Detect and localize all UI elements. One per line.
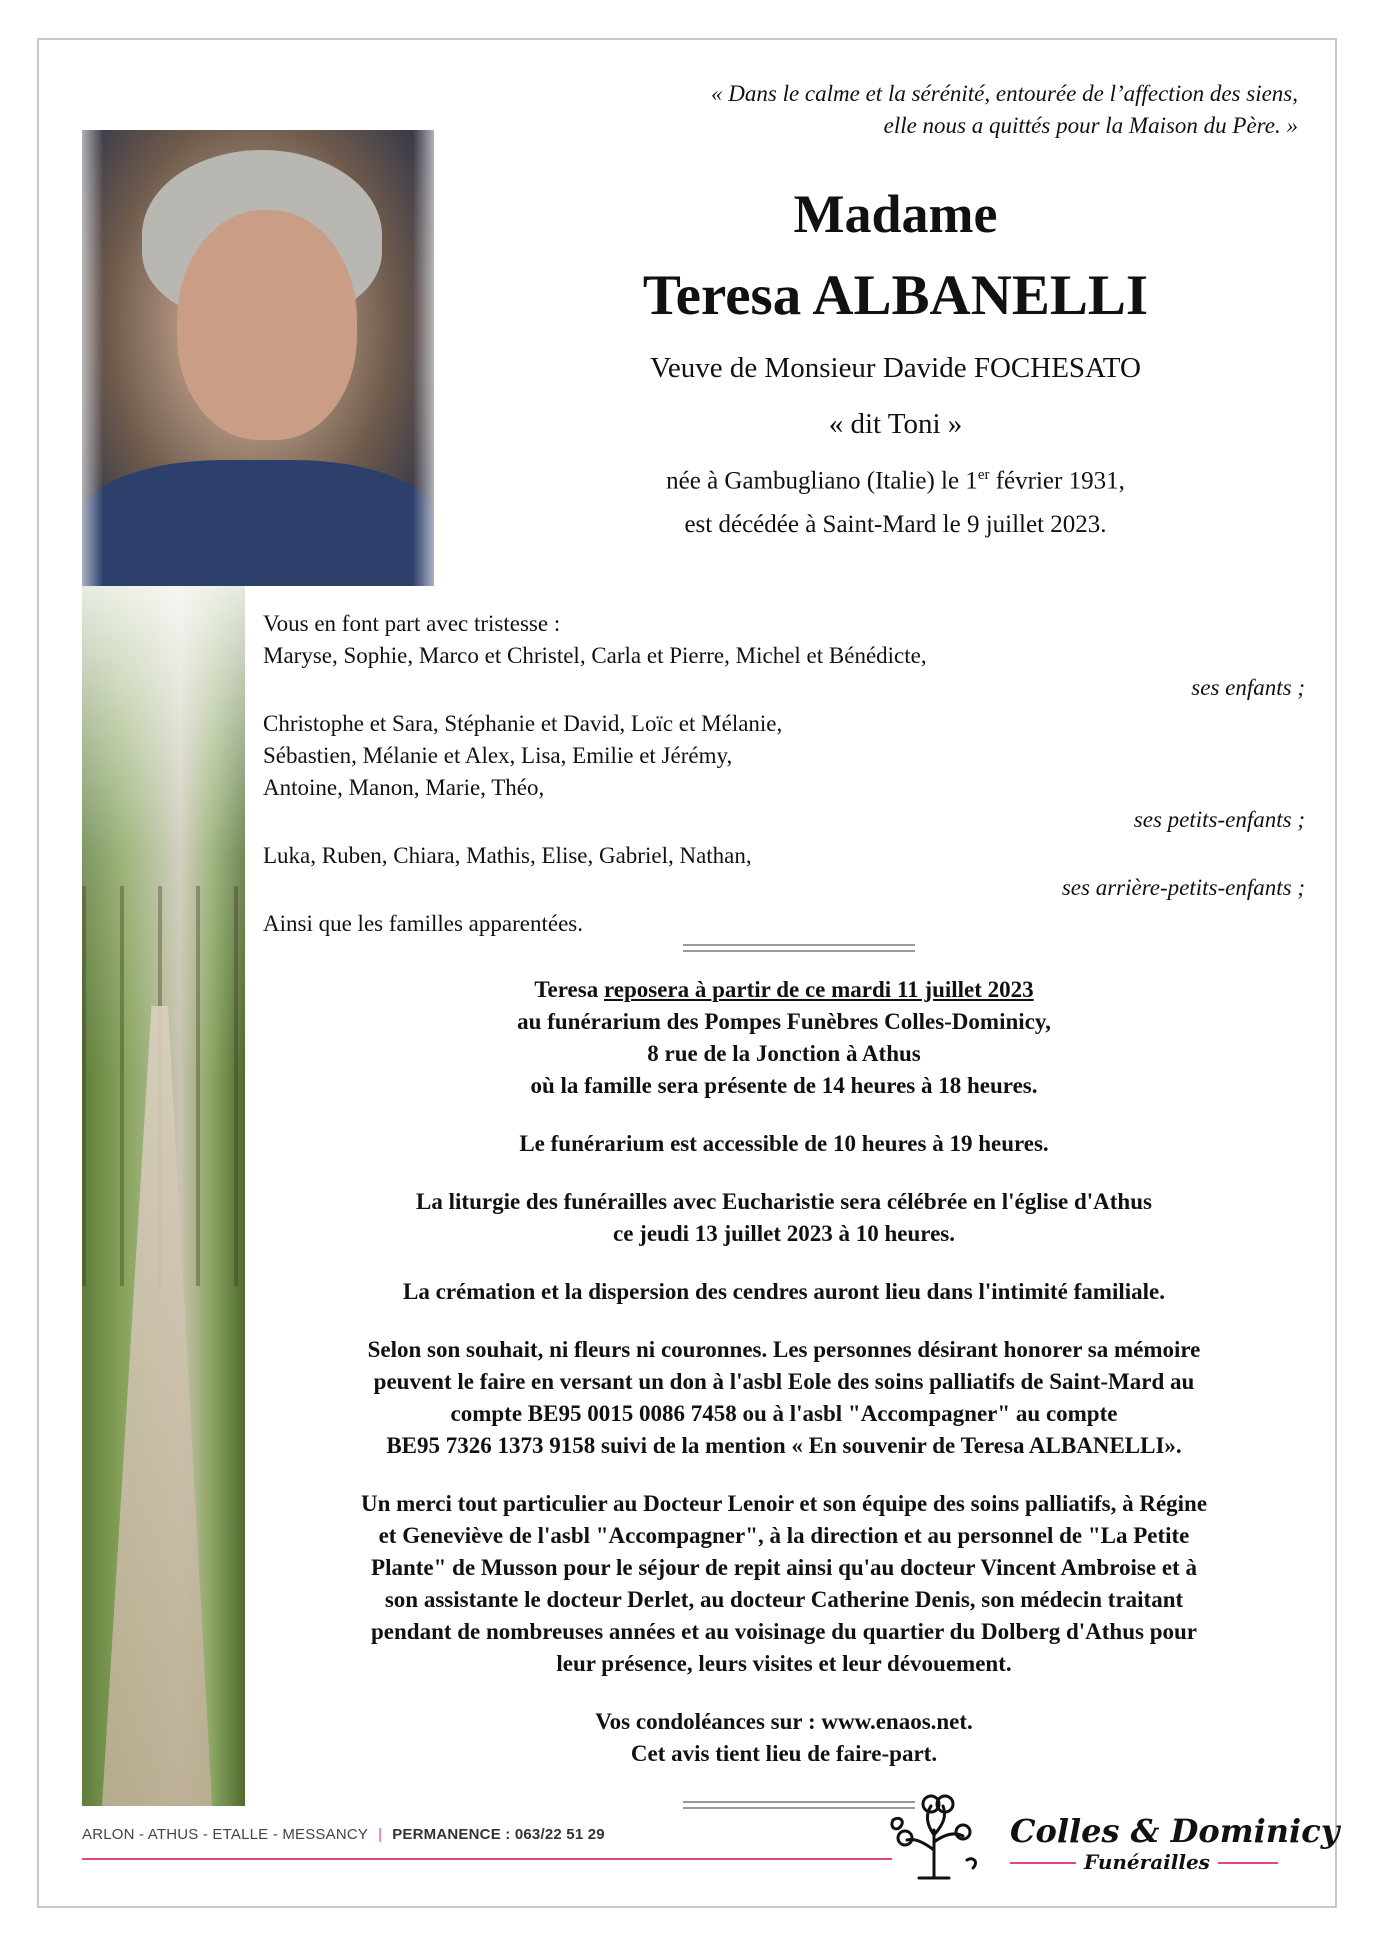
children-role: ses enfants ;: [1191, 675, 1305, 700]
family-closing: Ainsi que les familles apparentées.: [263, 911, 583, 936]
brand-accent-line: [1010, 1862, 1076, 1864]
brand-name: Colles & Dominicy: [1010, 1812, 1340, 1850]
footer-separator: |: [378, 1826, 383, 1843]
grandchildren-line: Christophe et Sara, Stéphanie et David, Loïc et Mélanie,: [263, 711, 783, 736]
footer-accent-line: [82, 1858, 892, 1860]
deceased-name: Teresa ALBANELLI: [642, 264, 1149, 327]
widow-of: Veuve de Monsieur Davide FOCHESATO: [650, 352, 1141, 384]
grandchildren-line: Sébastien, Mélanie et Alex, Lisa, Emilie et Jérémy,: [263, 743, 733, 768]
tree-logo-icon: [885, 1790, 983, 1880]
honorific: Madame: [793, 184, 998, 244]
family-announcement: [263, 608, 1305, 940]
divider: [683, 944, 915, 952]
forest-path-image: [82, 586, 245, 1806]
liturgy-info: La liturgie des funérailles avec Eucharistie sera célébrée en l'église d'Athus ce jeudi 13 juillet 2023 à 10 heures.: [416, 1189, 1152, 1246]
quote-line-1: « Dans le calme et la sérénité, entourée de l’affection des siens,: [711, 81, 1298, 106]
footer-permanence: PERMANENCE : 063/22 51 29: [392, 1826, 605, 1843]
grandchildren-role: ses petits-enfants ;: [1133, 807, 1305, 832]
condolences: Vos condoléances sur : www.enaos.net. Cet avis tient lieu de faire-part.: [595, 1709, 973, 1766]
nickname: « dit Toni »: [828, 408, 963, 440]
opening-quote: [398, 78, 1298, 142]
children-names: Maryse, Sophie, Marco et Christel, Carla et Pierre, Michel et Bénédicte,: [263, 643, 927, 668]
access-hours: Le funérarium est accessible de 10 heures à 19 heures.: [519, 1131, 1049, 1156]
great-grandchildren-names: Luka, Ruben, Chiara, Mathis, Elise, Gabriel, Nathan,: [263, 843, 752, 868]
death-info: est décédée à Saint-Mard le 9 juillet 2023.: [684, 511, 1107, 538]
divider: [683, 1801, 915, 1809]
birth-info: née à Gambugliano (Italie) le 1er février 1931,: [666, 467, 1125, 495]
quote-line-2: elle nous a quittés pour la Maison du Père. »: [883, 113, 1298, 138]
footer-locations: ARLON - ATHUS - ETALLE - MESSANCY: [82, 1826, 369, 1843]
great-grandchildren-role: ses arrière-petits-enfants ;: [1061, 875, 1305, 900]
donation-wish: Selon son souhait, ni fleurs ni couronnes. Les personnes désirant honorer sa mémoire peuvent le faire en versant un don à l'asbl Eole des soins palliatifs de Saint-Mard au compte BE95 0015 0086 7458 ou à l'asbl "Accompagner" au compte BE95 7326 1373 9158 suivi de la mention « En souvenir de Teresa ALBANELLI».: [367, 1337, 1201, 1458]
acknowledgements: Un merci tout particulier au Docteur Lenoir et son équipe des soins palliatifs, à Régine et Geneviève de l'asbl "Accompagner", à la direction et au personnel de "La Petite Plante" de Musson pour le séjour de repit ainsi qu'au docteur Vincent Ambroise et à son assistante le docteur Derlet, au docteur Catherine Denis, son médecin traitant pendant de nombreuses années et au voisinage du quartier du Dolberg d'Athus pour leur présence, leurs visites et leur dévouement.: [360, 1491, 1208, 1676]
portrait-photo: [82, 130, 434, 586]
cremation-info: La crémation et la dispersion des cendres auront lieu dans l'intimité familiale.: [403, 1279, 1165, 1304]
grandchildren-line: Antoine, Manon, Marie, Théo,: [263, 775, 545, 800]
brand-subtitle: Funérailles: [1084, 1850, 1210, 1874]
brand-accent-line: [1218, 1862, 1278, 1864]
family-intro: Vous en font part avec tristesse :: [263, 611, 561, 636]
ceremony-details: [263, 974, 1305, 1796]
footer-contact: [82, 1826, 605, 1843]
visitation-info: Teresa reposera à partir de ce mardi 11 juillet 2023 au funérarium des Pompes Funèbres Colles-Dominicy, 8 rue de la Jonction à Athus où la famille sera présente de 14 heures à 18 heures.: [517, 977, 1051, 1098]
